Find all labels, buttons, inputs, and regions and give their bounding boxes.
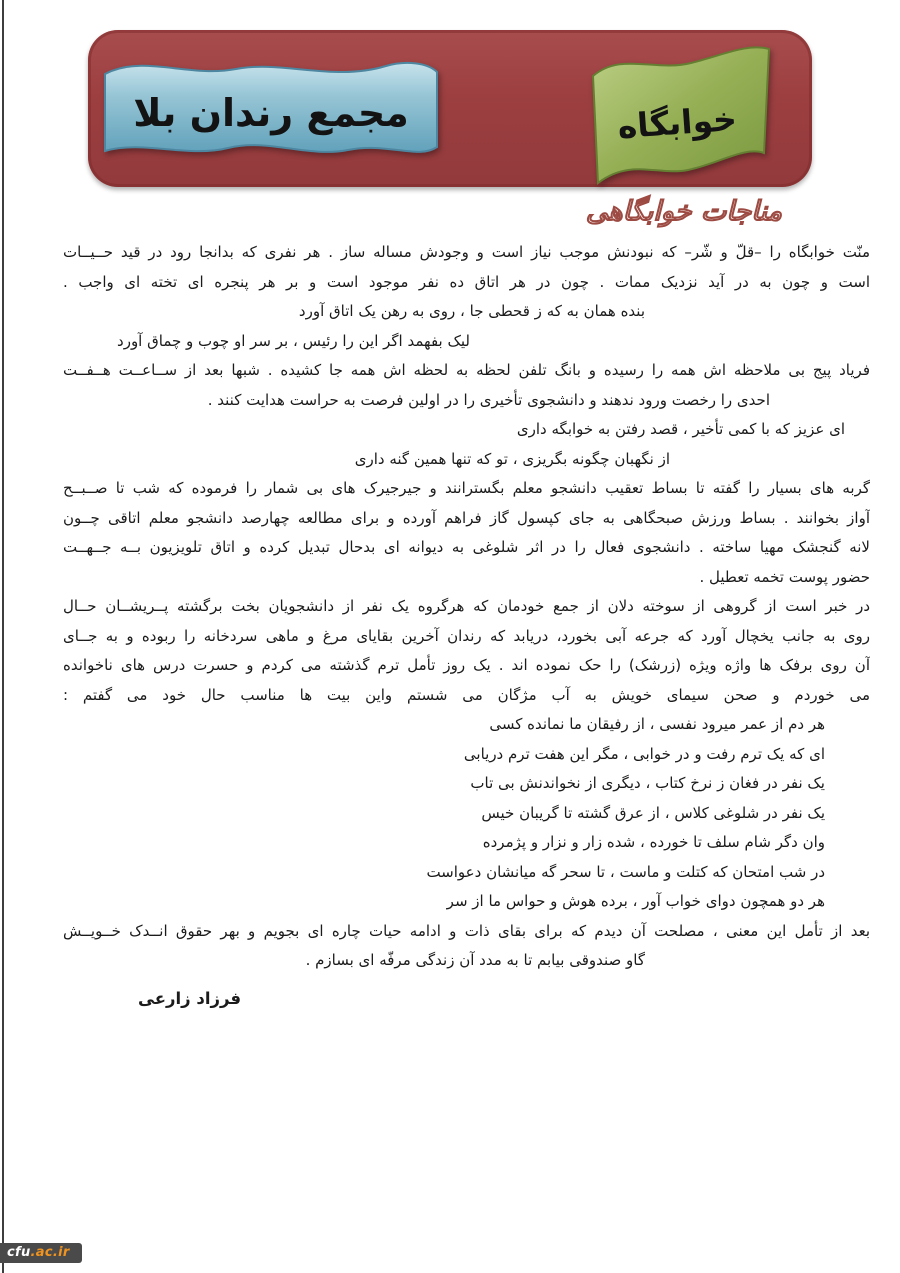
couplet-line: بنده همان به که ز قحطی جا ، روی به رهن یک اتاق آورد bbox=[298, 302, 645, 320]
paragraph-line: در خبر است از گروهی از سوخته دلان از جمع خودمان که هرگروه یک نفر از دانشجویان بخت برگشته پــریشــان حــال bbox=[63, 597, 870, 615]
paragraph-line: فریاد پیج بی ملاحظه اش همه را رسیده و بانگ تلفن لحظه به لحظه اش همه جا کشیده . شبها بعد از ســاعــت هــفــت bbox=[63, 361, 870, 379]
verse-line: وان دگر شام سلف تا خورده ، شده زار و نزار و پژمرده bbox=[482, 833, 825, 851]
verse-line: یک نفر در فغان ز نرخ کتاب ، دیگری از نخواندنش بی تاب bbox=[470, 774, 825, 792]
paragraph-line: آواز بخوانند . بساط ورزش صبحگاهی به جای کپسول گاز فراهم آورده و برای مطالعه چهارصد دانشجو معلم اتاقی چــون bbox=[63, 508, 870, 527]
left-title-ribbon bbox=[98, 50, 443, 174]
couplet-line: ای عزیز که با کمی تأخیر ، قصد رفتن به خوابگه داری bbox=[516, 420, 845, 438]
paragraph-line: گاو صندوقی بیابم تا به مدد آن زندگی مرفّه ای بسازم . bbox=[305, 951, 645, 969]
verse-line: هر دم از عمر میرود نفسی ، از رفیقان ما نمانده کسی bbox=[489, 715, 825, 733]
watermark-prefix: cfu bbox=[7, 1245, 31, 1260]
signature: فرزاد زارعی bbox=[138, 988, 242, 1008]
verse-line: یک نفر در شلوغی کلاس ، از عرق گشته تا گریبان خیس bbox=[481, 803, 825, 822]
header-banner bbox=[88, 30, 812, 187]
article-body bbox=[63, 238, 870, 1013]
verse-line: هر دو همچون دوای خواب آور ، برده هوش و حواس ما از سر bbox=[446, 892, 825, 910]
paragraph-line: روی به جانب یخچال آورد که جرعه آبی بخورد، دریابد که رندان آخرین بقایای مرغ و ماهی سردخانه را ربوده و به جــای bbox=[63, 626, 870, 645]
couplet-line: لیک بفهمد اگر این را رئیس ، بر سر او چوب و چماق آورد bbox=[117, 331, 470, 350]
paragraph-line: حضور پوست تخمه تعطیل . bbox=[699, 567, 870, 586]
page-edge-line bbox=[2, 0, 4, 1273]
paragraph-line: بعد از تأمل این معنی ، مصلحت آن دیدم که برای بقای ذات و ادامه حیات چاره ای بجویم و بهر حقوق انــدک خــویــش bbox=[63, 921, 870, 940]
right-title-flag bbox=[583, 40, 778, 190]
verse-line: در شب امتحان که کتلت و ماست ، تا سحر گه میانشان دعواست bbox=[426, 862, 825, 881]
couplet-line: از نگهبان چگونه بگریزی ، تو که تنها همین گنه داری bbox=[354, 449, 670, 468]
paragraph-line: می خوردم و صحن سیمای خویش به آب مژگان می شستم واین بیت ها مناسب حال خود می گفتم : bbox=[63, 685, 870, 704]
site-watermark bbox=[0, 1243, 82, 1263]
verse-line: ای که یک ترم رفت و در خوابی ، مگر این هفت ترم دریابی bbox=[463, 744, 825, 763]
paragraph-line: آن روی برفک ها واژه ویژه (زرشک) را حک نموده اند . یک روز تأمل ترم گذشته می کردم و حسرت درس های ناخوانده bbox=[63, 656, 870, 674]
flag-title: خوابگاه bbox=[616, 98, 739, 147]
article-lines bbox=[63, 238, 870, 1013]
paragraph-line: احدی را رخصت ورود ندهند و دانشجوی تأخیری را در اولین فرصت به حراست هدایت کنند . bbox=[207, 390, 770, 409]
paragraph-line: است و چون به در آید نزدیک ممات . چون در هر اتاق ده نفر موجود است و بر هر پنجره ای تخته ای واجب . bbox=[63, 272, 870, 291]
watermark-suffix: .ac.ir bbox=[30, 1245, 70, 1260]
paragraph-line: گربه های بسیار را گفته تا بساط تعقیب دانشجو معلم بگسترانند و جیرجیرک های بی شمار را فرموده که شب تا صــبــح bbox=[63, 479, 870, 497]
calligraphic-title: مناجات خوابگاهی bbox=[585, 196, 782, 227]
ribbon-title: مجمع رندان بلا bbox=[133, 91, 409, 135]
paragraph-line: لانه گنجشک مهیا ساخته . دانشجوی فعال را در اثر شلوغی به دیوانه ای بدحال تبدیل کرده و اتاق تلویزیون بــه جــهــت bbox=[63, 538, 870, 556]
paragraph-line: منّت خوابگاه را –قلّ و شّر– که نبودنش موجب نیاز است و وجودش مساله ساز . هر نفری که بدانجا رود در قید حــیــات bbox=[63, 243, 870, 261]
